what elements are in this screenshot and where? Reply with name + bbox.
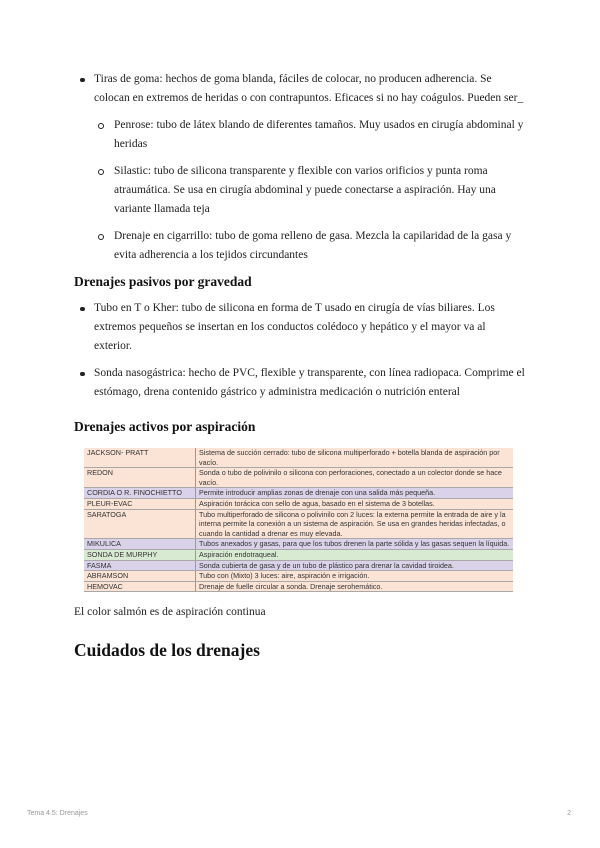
drain-description: Sonda cubierta de gasa y de un tubo de plástico para drenar la cavidad tiroidea. (196, 560, 514, 571)
heading-drain-care: Cuidados de los drenajes (74, 640, 260, 661)
list-item-text: Tiras de goma: hechos de goma blanda, fáciles de colocar, no producen adherencia. Se colocan en extremos de heridas o con contrapuntos. Eficaces si no hay coágulos. Pueden ser_ (94, 73, 524, 104)
drain-description: Tubos anexados y gasas, para que los tubos drenen la parte sólida y las gasas sequen la líquida. (196, 539, 514, 550)
table-row (84, 509, 513, 539)
passive-list (74, 70, 526, 265)
drain-description: Tubo multiperforado de silicona o polivinilo con 2 luces: la externa permite la entrada de aire y la interna permite la conexión a un sistema de aspiración. Se usa en grandes heridas infectadas, o cuando la cantidad a drenar es muy elevada. (196, 509, 514, 539)
drain-name: FASMA (84, 560, 196, 571)
drain-name: JACKSON- PRATT (84, 448, 196, 468)
drain-name: SONDA DE MURPHY (84, 549, 196, 560)
list-item-tiras-de-goma (74, 70, 526, 265)
sub-list (94, 116, 526, 265)
sub-list-item-cigarrillo: Drenaje en cigarrillo: tubo de goma relleno de gasa. Mezcla la capilaridad de la gasa y evita adherencia a los tejidos circundantes (94, 227, 526, 265)
page-number: 2 (567, 810, 571, 817)
drain-description: Permite introducir amplias zonas de drenaje con una salida más pequeña. (196, 488, 514, 499)
color-note: El color salmón es de aspiración continua (74, 606, 266, 619)
list-item-sonda-nasogastrica: Sonda nasogástrica: hecho de PVC, flexible y transparente, con línea radiopaca. Comprime el estómago, drena contenido gástrico y administra medicación o nutrición enteral (74, 364, 526, 402)
page-footer (0, 810, 600, 822)
heading-gravity-drains: Drenajes pasivos por gravedad (74, 274, 252, 289)
sub-list-item-penrose: Penrose: tubo de látex blando de diferentes tamaños. Muy usados en cirugía abdominal y heridas (94, 116, 526, 154)
drain-description: Aspiración endotraqueal. (196, 549, 514, 560)
gravity-list (74, 299, 526, 402)
drain-name: SARATOGA (84, 509, 196, 539)
table-row (84, 581, 513, 592)
footer-document-title: Tema 4.5: Drenajes (27, 810, 88, 817)
drain-description: Sistema de succión cerrado: tubo de silicona multiperforado + botella blanda de aspiración por vacío. (196, 448, 514, 468)
table-row (84, 549, 513, 560)
table-row (84, 498, 513, 509)
drain-description: Tubo con (Mixto) 3 luces: aire, aspiración e irrigación. (196, 571, 514, 582)
drain-name: HEMOVAC (84, 581, 196, 592)
sub-list-item-silastic: Silastic: tubo de silicona transparente y flexible con varios orificios y punta roma atraumática. Se usa en cirugía abdominal y puede conectarse a aspiración. Hay una variante llamada teja (94, 162, 526, 219)
drain-name: ABRAMSON (84, 571, 196, 582)
table-row (84, 539, 513, 550)
table-row (84, 560, 513, 571)
table-row (84, 448, 513, 468)
page-content (74, 70, 526, 662)
drain-name: MIKULICA (84, 539, 196, 550)
drain-name: PLEUR-EVAC (84, 498, 196, 509)
drain-description: Aspiración torácica con sello de agua, basado en el sistema de 3 botellas. (196, 498, 514, 509)
drains-table (84, 448, 513, 592)
heading-active-drains: Drenajes activos por aspiración (74, 419, 256, 434)
list-item-tubo-kher: Tubo en T o Kher: tubo de silicona en forma de T usado en cirugía de vías biliares. Los extremos pequeños se insertan en los conductos colédoco y hepático y el mayor va al exterior. (74, 299, 526, 356)
table-row (84, 571, 513, 582)
drain-description: Drenaje de fuelle circular a sonda. Drenaje serohemático. (196, 581, 514, 592)
drain-name: CORDIA O R. FINOCHIETTO (84, 488, 196, 499)
drain-name: REDON (84, 468, 196, 488)
table-row (84, 488, 513, 499)
drain-description: Sonda o tubo de polivinilo o silicona con perforaciones, conectado a un colector donde se hace vacío. (196, 468, 514, 488)
table-row (84, 468, 513, 488)
